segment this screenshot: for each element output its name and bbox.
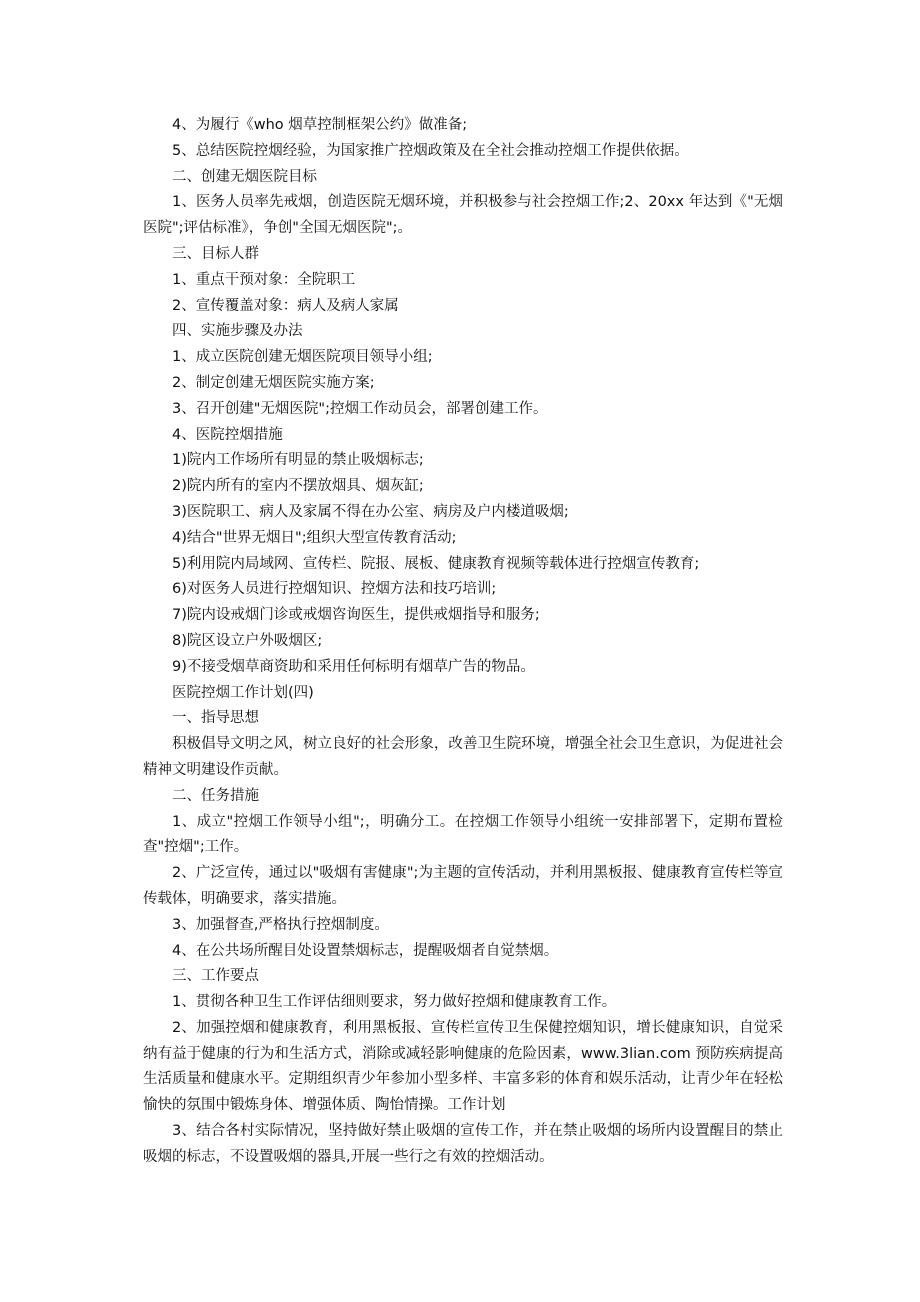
paragraph: 2、加强控烟和健康教育，利用黑板报、宣传栏宣传卫生保健控烟知识，增长健康知识，自觉采纳有益于健康的行为和生活方式，消除或减轻影响健康的危险因素，www.3lian.com 预防疾病提高生活质量和健康水平。定期组织青少年参加小型多样、丰富多彩的体育和娱乐活动，让青少年在轻松愉快的氛围中锻炼身体、增强体质、陶怡情操。工作计划 xyxy=(143,1019,783,1114)
list-item: 3)医院职工、病人及家属不得在办公室、病房及户内楼道吸烟; xyxy=(172,503,569,520)
section-heading: 二、创建无烟医院目标 xyxy=(172,168,317,185)
list-item: 4)结合"世界无烟日";组织大型宣传教育活动; xyxy=(172,529,457,546)
list-item: 3、加强督查,严格执行控烟制度。 xyxy=(172,916,389,933)
list-item: 2、宣传覆盖对象：病人及病人家属 xyxy=(172,297,399,314)
list-item: 6)对医务人员进行控烟知识、控烟方法和技巧培训; xyxy=(172,581,497,598)
list-item: 1、成立医院创建无烟医院项目领导小组; xyxy=(172,349,433,366)
paragraph: 3、结合各村实际情况，坚持做好禁止吸烟的宣传工作，并在禁止吸烟的场所内设置醒目的禁止吸烟的标志，不设置吸烟的器具,开展一些行之有效的控烟活动。 xyxy=(143,1123,783,1165)
list-item: 2、制定创建无烟医院实施方案; xyxy=(172,374,375,391)
list-item: 1)院内工作场所有明显的禁止吸烟标志; xyxy=(172,452,424,469)
list-item: 1、重点干预对象：全院职工 xyxy=(172,271,356,288)
section-heading: 一、指导思想 xyxy=(172,710,259,727)
section-heading: 二、任务措施 xyxy=(172,787,259,804)
list-item: 4、在公共场所醒目处设置禁烟标志，提醒吸烟者自觉禁烟。 xyxy=(172,942,559,959)
list-item: 2)院内所有的室内不摆放烟具、烟灰缸; xyxy=(172,478,424,495)
list-item: 4、为履行《who 烟草控制框架公约》做准备; xyxy=(172,117,468,133)
list-item: 5、总结医院控烟经验，为国家推广控烟政策及在全社会推动控烟工作提供依据。 xyxy=(172,142,689,159)
document-title: 医院控烟工作计划(四) xyxy=(172,684,314,701)
list-item: 8)院区设立户外吸烟区; xyxy=(172,632,323,649)
paragraph: 2、广泛宣传，通过以"吸烟有害健康";为主题的宣传活动，并利用黑板报、健康教育宣传栏等宣传载体，明确要求，落实措施。 xyxy=(143,865,783,907)
document-body xyxy=(143,113,783,1171)
paragraph: 积极倡导文明之风，树立良好的社会形象，改善卫生院环境，增强全社会卫生意识，为促进社会精神文明建设作贡献。 xyxy=(143,736,783,778)
section-heading: 三、工作要点 xyxy=(172,968,259,985)
list-item: 1、贯彻各种卫生工作评估细则要求，努力做好控烟和健康教育工作。 xyxy=(172,994,617,1011)
paragraph: 1、成立"控烟工作领导小组";，明确分工。在控烟工作领导小组统一安排部署下，定期布置检查"控烟";工作。 xyxy=(143,813,783,856)
paragraph: 1、医务人员率先戒烟，创造医院无烟环境，并积极参与社会控烟工作;2、20xx 年达到《"无烟医院";评估标准》，争创"全国无烟医院";。 xyxy=(143,194,783,237)
list-item: 4、医院控烟措施 xyxy=(172,426,283,443)
list-item: 9)不接受烟草商资助和采用任何标明有烟草广告的物品。 xyxy=(172,658,535,675)
section-heading: 三、目标人群 xyxy=(172,245,259,262)
section-heading: 四、实施步骤及办法 xyxy=(172,323,303,340)
list-item: 3、召开创建"无烟医院";控烟工作动员会，部署创建工作。 xyxy=(172,400,548,417)
list-item: 5)利用院内局域网、宣传栏、院报、展板、健康教育视频等载体进行控烟宣传教育; xyxy=(172,555,700,572)
list-item: 7)院内设戒烟门诊或戒烟咨询医生，提供戒烟指导和服务; xyxy=(172,607,540,624)
